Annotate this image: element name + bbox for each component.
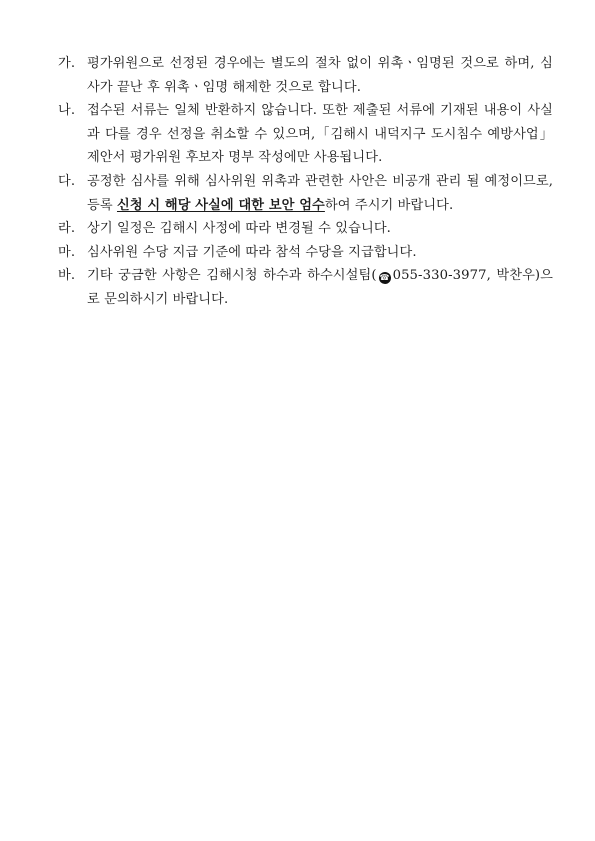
text-segment: 하여 주시기 바랍니다. [324,197,454,213]
list-item-text [87,264,553,311]
list-item [58,99,553,170]
list-marker: 다. [58,173,76,189]
list-marker: 마. [58,244,76,260]
text-segment: 기타 궁금한 사항은 김해시청 하수과 하수시설팀( [87,268,377,284]
notice-list [58,52,553,312]
list-marker: 바. [58,268,76,284]
list-item-text [87,170,553,217]
list-item [58,241,553,265]
list-item-text: 상기 일정은 김해시 사정에 따라 변경될 수 있습니다. [87,221,391,237]
text-segment: , 박찬우)으로 문의하시기 바랍니다. [87,268,553,307]
list-item [58,264,553,311]
list-marker: 나. [58,103,76,119]
text-segment: 공정한 심사를 위해 심사위원 위촉과 관련한 사안은 비공개 관리 될 예정이므로, 등록 [87,173,553,213]
phone-icon: ☎ [379,273,390,283]
list-item [58,170,553,217]
list-item-text: 심사위원 수당 지급 기준에 따라 참석 수당을 지급합니다. [87,244,417,260]
list-item-text: 접수된 서류는 일체 반환하지 않습니다. 또한 제출된 서류에 기재된 내용이 사실과 다를 경우 선정을 취소할 수 있으며,「김해시 내덕지구 도시침수 예방사업」제안서 평가위원 후보자 명부 작성에만 사용됩니다. [87,103,553,166]
list-item [58,217,553,241]
security-emphasis: 신청 시 해당 사실에 대한 보안 엄수 [116,197,325,213]
list-item-text: 평가위원으로 선정된 경우에는 별도의 절차 없이 위촉ㆍ임명된 것으로 하며, 심사가 끝난 후 위촉ㆍ임명 해제한 것으로 합니다. [87,56,553,95]
list-item [58,52,553,99]
phone-number: 055-330-3977 [392,268,487,284]
list-marker: 가. [58,56,76,71]
list-marker: 라. [58,221,76,237]
